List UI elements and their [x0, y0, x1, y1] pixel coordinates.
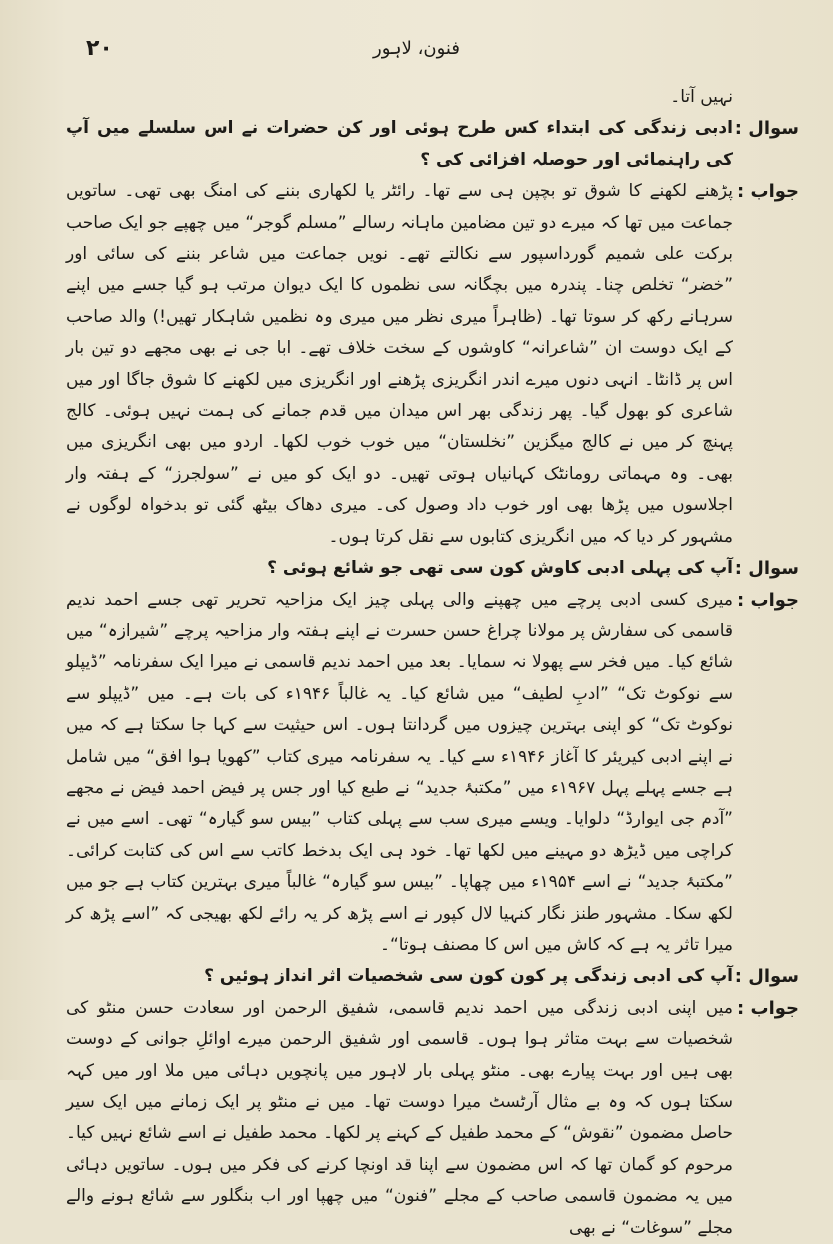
page-body	[66, 82, 799, 1238]
question-label: سوال :	[734, 118, 799, 140]
question-label: سوال :	[734, 966, 799, 988]
question-block	[66, 961, 799, 992]
question-block	[66, 553, 799, 584]
answer-label: جواب :	[737, 997, 799, 1019]
answer-text: پڑھنے لکھنے کا شوق تو بچپن ہی سے تھا۔ رائٹر یا لکھاری بننے کی امنگ بھی تھی۔ ساتویں جماعت میں تھا کہ میرے دو تین مضامین ماہانہ رسالے ”مسلم گوجر“ میں چھپے جو ایک صاحب برکت علی شمیم گورداسپور سے نکالتے تھے۔ نویں جماعت میں شاعر بننے کی سائی اور ”خضر“ تخلص چنا۔ پندرہ میں بچگانہ سی نظموں کا ایک دیوان مرتب ہو گیا جسے میں اپنے سرہانے رکھ کر سوتا تھا۔ (ظاہراً میری نظر میں میری وہ نظمیں شاہکار تھیں!) والد صاحب کے ایک دوست ان ”شاعرانہ“ کاوشوں کے سخت خلاف تھے۔ ابا جی نے بھی مجھے دو تین بار اس پر ڈانٹا۔ انہی دنوں میرے اندر انگریزی پڑھنے اور انگریزی میں لکھنے کا شوق جاگا اور میں شاعری کو بھول گیا۔ پھر زندگی بھر اس میدان میں قدم جمانے کی ہمت نہیں ہوئی۔ کالج پہنچ کر میں نے کالج میگزین ”نخلستان“ میں خوب خوب لکھا۔ اردو میں بھی انگریزی میں بھی۔ وہ مہماتی رومانٹک کہانیاں ہوتی تھیں۔ دو ایک کو میں نے ”سولجرز“ کے ہفتہ وار اجلاسوں میں پڑھا بھی اور خوب داد وصول کی۔ میری دھاک بیٹھ گئی تو بدخواہ لوگوں نے مشہور کر دیا کہ میں انگریزی کتابوں سے نقل کرتا ہوں۔	[66, 181, 733, 547]
page-header	[0, 36, 833, 66]
answer-block	[66, 585, 799, 962]
continuation-line: نہیں آتا۔	[670, 87, 733, 107]
question-text: آپ کی ادبی زندگی پر کون کون سی شخصیات اثر انداز ہوئیں ؟	[204, 966, 733, 987]
answer-label: جواب :	[737, 181, 799, 203]
answer-text: میں اپنی ادبی زندگی میں احمد ندیم قاسمی، شفیق الرحمن اور سعادت حسن منٹو کی شخصیات سے بہت متاثر ہوا ہوں۔ قاسمی اور شفیق الرحمن میرے اوائلِ جوانی کے دوست بھی ہیں اور بہت پیارے بھی۔ منٹو پہلی بار لاہور میں پانچویں دہائی میں ملا اور میں کہہ سکتا ہوں کہ وہ بے مثال آرٹسٹ میرا دوست تھا۔ میں نے منٹو پر ایک زمانے میں ایک سیر حاصل مضمون ”نقوش“ کے محمد طفیل کے کہنے پر لکھا۔ محمد طفیل نے اسے شائع نہیں کیا۔ مرحوم کو گمان تھا کہ اس مضمون سے اپنا قد اونچا کرنے کی فکر میں ہوں۔ ساتویں دہائی میں یہ مضمون قاسمی صاحب کے مجلے ”فنون“ میں چھپا اور اب بنگلور سے شائع ہونے والے مجلے ”سوغات“ نے بھی	[66, 997, 733, 1238]
question-block	[66, 113, 799, 176]
answer-block	[66, 993, 799, 1244]
answer-text: میری کسی ادبی پرچے میں چھپنے والی پہلی چیز ایک مزاحیہ تحریر تھی جسے احمد ندیم قاسمی کی سفارش پر مولانا چراغ حسن حسرت نے اپنے ہفتہ وار مزاحیہ پرچے ”شیرازہ“ میں شائع کیا۔ میں فخر سے پھولا نہ سمایا۔ بعد میں احمد ندیم قاسمی نے میرا ایک سفرنامہ ”ڈیپلو سے نوکوٹ تک“ ”ادبِ لطیف“ میں شائع کیا۔ یہ غالباً ۱۹۴۶ء کی بات ہے۔ میں ”ڈیپلو سے نوکوٹ تک“ کو اپنی بہترین چیزوں میں گردانتا ہوں۔ اس حیثیت سے کہا جا سکتا ہے کہ میں نے اپنے ادبی کیریئر کا آغاز ۱۹۴۶ء سے کیا۔ یہ سفرنامہ میری کتاب ”کھویا ہوا افق“ میں شامل ہے جسے پہلے پہل ۱۹۶۷ء میں ”مکتبۂ جدید“ نے طبع کیا اور جس پر فیض احمد فیض نے مجھے ”آدم جی ایوارڈ“ دلوایا۔ ویسے میری سب سے پہلی کتاب ”بیس سو گیارہ“ تھی۔ اسے میں نے کراچی میں ڈیڑھ دو مہینے میں لکھا تھا۔ خود ہی ایک بدخط کاتب سے اس کی کتابت کرائی۔ ”مکتبۂ جدید“ نے اسے ۱۹۵۴ء میں چھاپا۔ ”بیس سو گیارہ“ غالباً میری بہترین کتاب ہے جو میں لکھ سکا۔ مشہور طنز نگار کنہیا لال کپور نے اسے پڑھ کر یہ رائے لکھ بھیجی کہ ”اسے پڑھ کر میرا تاثر یہ ہے کہ کاش میں اس کا مصنف ہوتا“۔	[66, 589, 733, 955]
answer-block	[66, 176, 799, 553]
question-label: سوال :	[734, 558, 799, 580]
question-text: آپ کی پہلی ادبی کاوش کون سی تھی جو شائع ہوئی ؟	[267, 558, 733, 579]
question-text: ادبی زندگی کی ابتداء کس طرح ہوئی اور کن حضرات نے اس سلسلے میں آپ کی راہنمائی اور حوصلہ افزائی کی ؟	[66, 118, 733, 170]
answer-label: جواب :	[737, 589, 799, 611]
running-title: فنون، لاہور	[373, 38, 460, 59]
page-number: ۲۰	[86, 36, 113, 61]
